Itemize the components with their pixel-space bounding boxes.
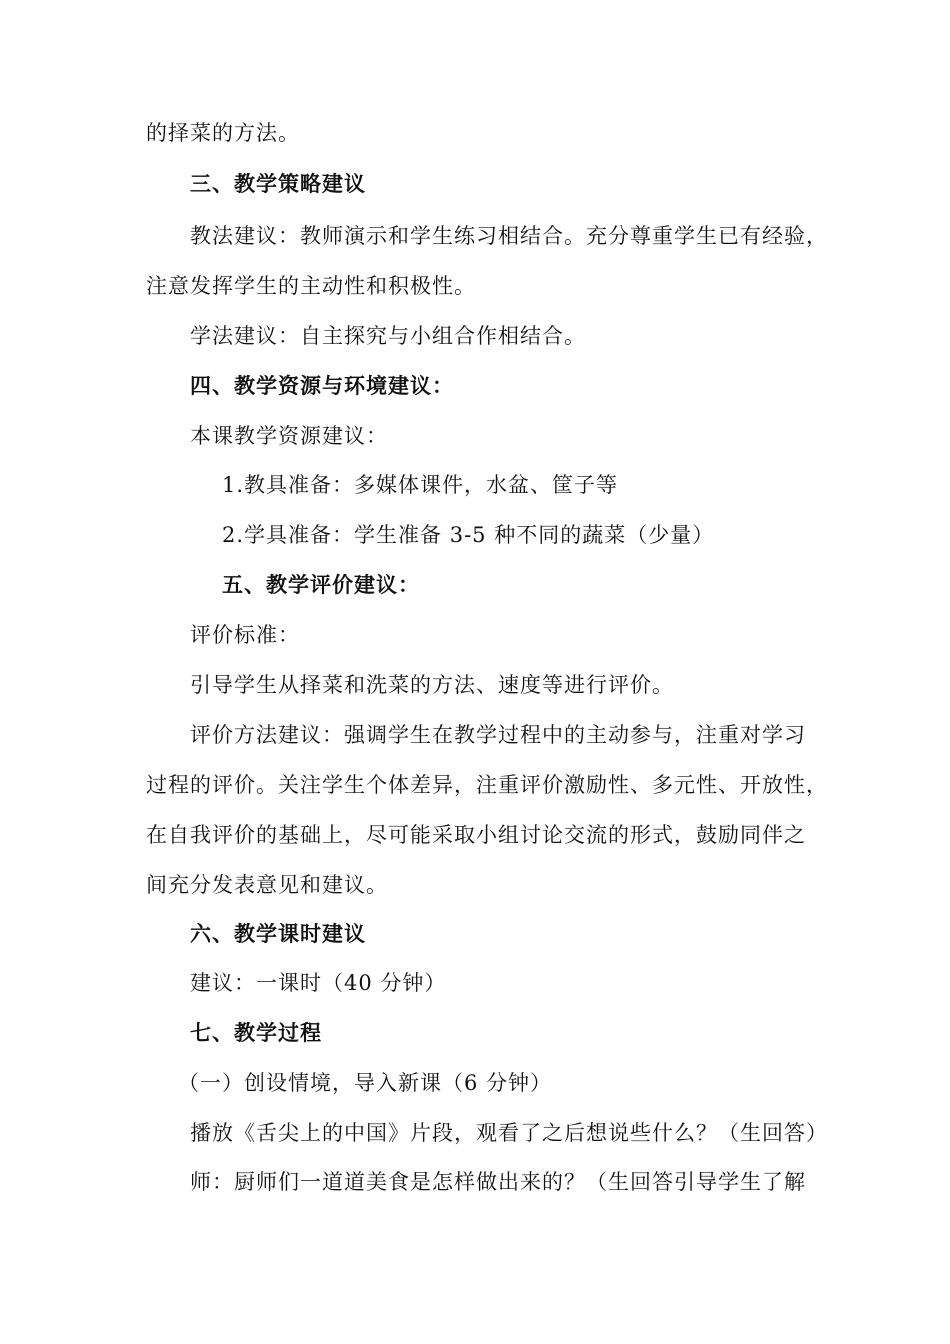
list-item: 1.教具准备：多媒体课件，水盆、筐子等: [222, 473, 619, 497]
paragraph-line: 间充分发表意见和建议。: [146, 873, 388, 897]
paragraph-line: 建议：一课时（40 分钟）: [190, 971, 447, 995]
paragraph-line: 过程的评价。关注学生个体差异，注重评价激励性、多元性、开放性，: [146, 773, 828, 797]
subsection-heading: （一）创设情境，导入新课（6 分钟）: [178, 1071, 553, 1095]
section-heading: 四、教学资源与环境建议：: [190, 374, 454, 398]
section-heading: 六、教学课时建议: [190, 922, 366, 946]
paragraph-line: 播放《舌尖上的中国》片段，观看了之后想说些什么？（生回答）: [190, 1121, 828, 1145]
paragraph-line: 师：厨师们一道道美食是怎样做出来的？（生回答引导学生了解: [190, 1170, 806, 1194]
paragraph-line: 评价标准：: [190, 623, 300, 647]
paragraph-line: 的择菜的方法。: [146, 121, 300, 145]
list-item: 2.学具准备：学生准备 3-5 种不同的蔬菜（少量）: [222, 523, 715, 547]
paragraph-line: 学法建议：自主探究与小组合作相结合。: [190, 324, 586, 348]
paragraph-line: 本课教学资源建议：: [190, 424, 388, 448]
paragraph-line: 教法建议：教师演示和学生练习相结合。充分尊重学生已有经验，: [190, 224, 828, 248]
section-heading: 三、教学策略建议: [190, 172, 366, 196]
section-heading: 七、教学过程: [190, 1021, 322, 1045]
section-heading: 五、教学评价建议：: [222, 573, 420, 597]
paragraph-line: 在自我评价的基础上，尽可能采取小组讨论交流的形式，鼓励同伴之: [146, 823, 806, 847]
paragraph-line: 注意发挥学生的主动性和积极性。: [146, 274, 476, 298]
paragraph-line: 评价方法建议：强调学生在教学过程中的主动参与，注重对学习: [190, 723, 806, 747]
paragraph-line: 引导学生从择菜和洗菜的方法、速度等进行评价。: [190, 673, 674, 697]
